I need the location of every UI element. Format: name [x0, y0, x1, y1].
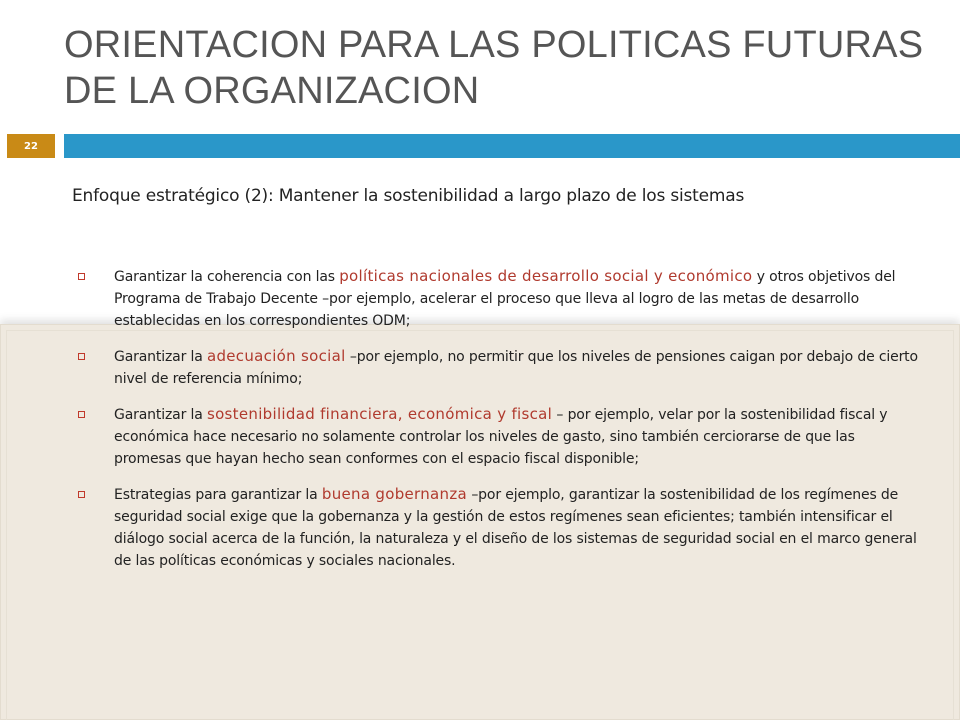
bullet-list — [78, 265, 918, 585]
bullet-item-adecuacion — [78, 345, 918, 390]
bullet-highlight: buena gobernanza — [321, 485, 468, 503]
bullet-text-after: –por ejemplo, no permitir que los niveles de pensiones caigan por debajo de cierto nivel de referencia mínimo; — [114, 349, 918, 387]
slide-title — [64, 22, 934, 114]
slide-subtitle: Enfoque estratégico (2): Mantener la sostenibilidad a largo plazo de los sistemas — [72, 186, 745, 206]
bullet-highlight: políticas nacionales de desarrollo social y económico — [339, 267, 753, 285]
bullet-text-before: Garantizar la — [114, 349, 207, 365]
square-bullet-icon — [78, 273, 85, 280]
square-bullet-icon — [78, 353, 85, 360]
square-bullet-icon — [78, 411, 85, 418]
bullet-text-after: y otros objetivos del Programa de Trabajo Decente –por ejemplo, acelerar el proceso que lleva al logro de las metas de desarrollo establecidas en los correspondientes ODM; — [114, 269, 896, 329]
bullet-text-before: Estrategias para garantizar la — [114, 487, 322, 503]
slide-number-badge: 22 — [7, 134, 55, 158]
bullet-item-sostenibilidad — [78, 403, 918, 470]
accent-bar — [64, 134, 960, 158]
bullet-highlight: sostenibilidad financiera, económica y fiscal — [206, 405, 553, 423]
bullet-item-coherencia — [78, 265, 918, 332]
bullet-highlight: adecuación social — [206, 347, 346, 365]
header-bar — [0, 134, 960, 158]
slide-title-line-1: ORIENTACION PARA LAS POLITICAS FUTURAS — [64, 24, 924, 66]
bullet-item-gobernanza — [78, 483, 918, 572]
bullet-text-before: Garantizar la — [114, 407, 207, 423]
bullet-text-before: Garantizar la coherencia con las — [114, 269, 340, 285]
bullet-text-after: –por ejemplo, garantizar la sostenibilidad de los regímenes de seguridad social exige que la gobernanza y la gestión de estos regímenes sean eficientes; también intensificar el diálogo social acerca de la función, la naturaleza y el diseño de los sistemas de seguridad social en el marco general de las políticas económicas y sociales nacionales. — [114, 487, 917, 569]
square-bullet-icon — [78, 491, 85, 498]
bullet-text-after: – por ejemplo, velar por la sostenibilidad fiscal y económica hace necesario no solamente controlar los niveles de gasto, sino también cerciorarse de que las promesas que hayan hecho sean conformes con el espacio fiscal disponible; — [114, 407, 888, 467]
slide-title-line-2: DE LA ORGANIZACION — [64, 70, 480, 112]
